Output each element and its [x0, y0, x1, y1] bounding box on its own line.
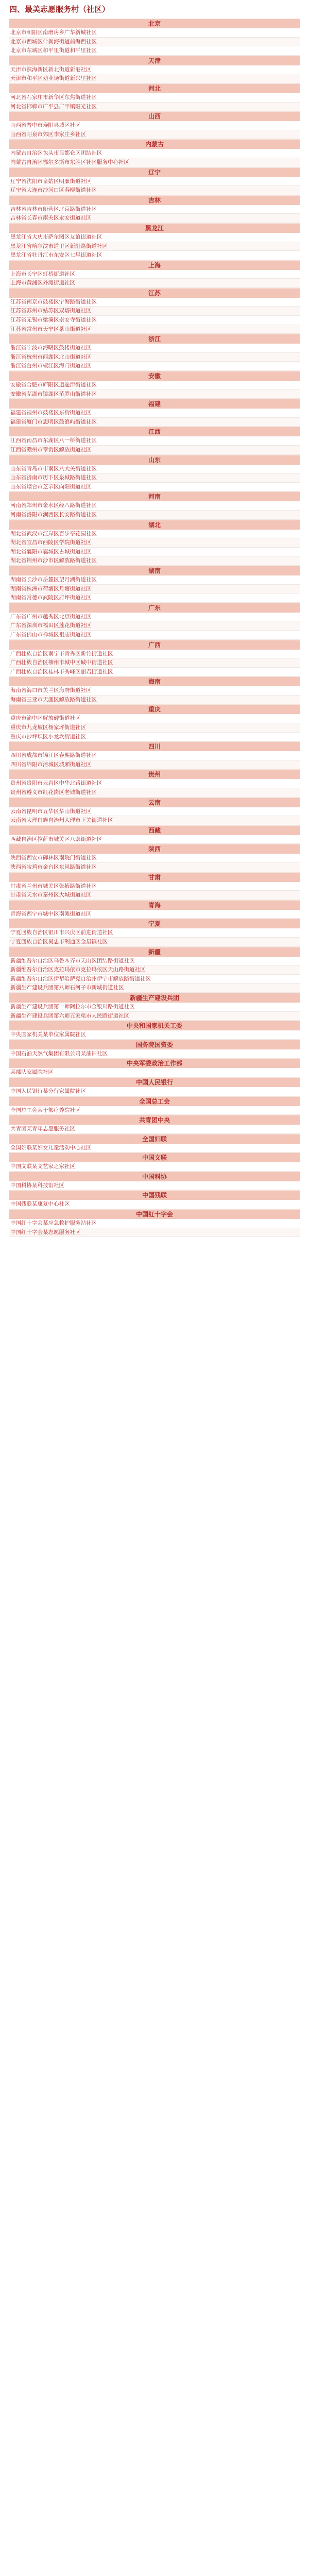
entry-list	[9, 65, 300, 83]
region-section	[9, 993, 300, 1021]
list-item: 四川省成都市锦江区春熙路街道社区	[9, 751, 300, 760]
list-item: 山东省济南市历下区泉城路街道社区	[9, 473, 300, 483]
entry-list	[9, 381, 300, 399]
list-item: 北京市西城区什刹海街道前海西社区	[9, 38, 300, 47]
region-header: 广东	[9, 603, 300, 613]
entry-list	[9, 910, 300, 919]
list-item: 广西壮族自治区柳州市城中区城中街道社区	[9, 658, 300, 668]
list-item: 湖北省宜昌市西陵区学院街道社区	[9, 538, 300, 548]
entry-list	[9, 854, 300, 872]
region-header: 河北	[9, 83, 300, 93]
list-item: 西藏自治区拉萨市城关区八廓街道社区	[9, 835, 300, 844]
entry-list	[9, 344, 300, 371]
region-section	[9, 566, 300, 603]
region-header: 江西	[9, 427, 300, 436]
region-section	[9, 769, 300, 797]
entry-list	[9, 121, 300, 139]
entry-list	[9, 28, 300, 56]
region-section	[9, 1077, 300, 1096]
list-item: 黑龙江省牡丹江市东安区七星街道社区	[9, 251, 300, 260]
region-section	[9, 427, 300, 454]
region-header: 湖南	[9, 566, 300, 575]
region-header: 福建	[9, 399, 300, 409]
page-title: 四、最美志愿服务村（社区）	[9, 5, 110, 14]
list-item: 河南省郑州市金水区经八路街道社区	[9, 501, 300, 511]
region-section	[9, 640, 300, 677]
entry-list	[9, 409, 300, 427]
list-item: 新疆生产建设兵团第六师五家渠市人民路街道社区	[9, 1012, 300, 1021]
region-section	[9, 455, 300, 492]
region-section	[9, 872, 300, 900]
entry-list	[9, 205, 300, 223]
entry-list	[9, 1162, 300, 1172]
list-item: 共青团某青年志愿服务社区	[9, 1125, 300, 1134]
list-item: 云南省昆明市五华区华山街道社区	[9, 807, 300, 817]
entry-list	[9, 465, 300, 492]
list-item: 黑龙江省大庆市萨尔图区友谊街道社区	[9, 233, 300, 242]
list-item: 浙江省台州市椒江区海门街道社区	[9, 362, 300, 371]
region-section	[9, 195, 300, 223]
list-item: 山西省晋中市寿阳县城区社区	[9, 121, 300, 130]
entry-list	[9, 436, 300, 454]
region-header: 山西	[9, 111, 300, 121]
list-item: 湖南省株洲市荷塘区月塘街道社区	[9, 585, 300, 594]
region-header: 中国文联	[9, 1153, 300, 1162]
list-item: 江苏省苏州市姑苏区双塔街道社区	[9, 307, 300, 316]
entry-list	[9, 1144, 300, 1153]
list-item: 广西壮族自治区桂林市秀峰区丽君街道社区	[9, 668, 300, 677]
list-item: 山西省阳泉市郊区李家庄乡社区	[9, 130, 300, 140]
list-item: 新疆维吾尔自治区克拉玛依市克拉玛依区天山路街道社区	[9, 965, 300, 975]
entry-list	[9, 882, 300, 900]
region-section	[9, 371, 300, 399]
list-item: 广东省广州市越秀区北京街道社区	[9, 613, 300, 622]
list-item: 上海市长宁区虹桥街道社区	[9, 270, 300, 279]
entry-list	[9, 835, 300, 844]
region-section	[9, 844, 300, 872]
region-header: 山东	[9, 455, 300, 465]
list-item: 全国妇联某妇女儿童活动中心社区	[9, 1144, 300, 1153]
region-header: 国务院国资委	[9, 1040, 300, 1049]
region-section	[9, 825, 300, 844]
entry-list	[9, 530, 300, 566]
region-section	[9, 19, 300, 56]
list-item: 广东省深圳市福田区莲花街道社区	[9, 621, 300, 631]
region-header: 吉林	[9, 195, 300, 205]
region-section	[9, 603, 300, 640]
region-header: 上海	[9, 260, 300, 270]
list-item: 新疆维吾尔自治区伊犁哈萨克自治州伊宁市解放路街道社区	[9, 975, 300, 984]
entry-list	[9, 1087, 300, 1096]
region-header: 宁夏	[9, 919, 300, 928]
list-item: 甘肃省天水市秦州区大城街道社区	[9, 891, 300, 900]
list-item: 福建省厦门市思明区鼓浪屿街道社区	[9, 418, 300, 427]
region-header: 中国红十字会	[9, 1209, 300, 1219]
region-section	[9, 223, 300, 260]
list-item: 中国科协某科技馆社区	[9, 1181, 300, 1191]
entry-list	[9, 714, 300, 741]
region-header: 共青团中央	[9, 1115, 300, 1125]
region-section	[9, 1209, 300, 1237]
entry-list	[9, 779, 300, 797]
region-section	[9, 1134, 300, 1153]
entry-list	[9, 93, 300, 111]
region-header: 广西	[9, 640, 300, 650]
region-header: 浙江	[9, 334, 300, 344]
region-section	[9, 1115, 300, 1134]
list-item: 广西壮族自治区南宁市青秀区新竹街道社区	[9, 650, 300, 659]
entry-list	[9, 613, 300, 640]
list-item: 新疆生产建设兵团第一师阿拉尔市金银川路街道社区	[9, 1003, 300, 1012]
list-item: 湖南省长沙市岳麓区望月湖街道社区	[9, 575, 300, 585]
region-section	[9, 139, 300, 167]
entry-list	[9, 233, 300, 260]
region-header: 新疆生产建设兵团	[9, 993, 300, 1003]
list-item: 山东省烟台市芝罘区向阳街道社区	[9, 483, 300, 492]
list-item: 内蒙古自治区鄂尔多斯市东胜区社区服务中心社区	[9, 158, 300, 167]
region-section	[9, 1190, 300, 1209]
region-section	[9, 1040, 300, 1059]
entry-list	[9, 177, 300, 195]
list-item: 黑龙江省哈尔滨市道里区新阳路街道社区	[9, 242, 300, 251]
region-section	[9, 334, 300, 371]
region-header: 陕西	[9, 844, 300, 854]
region-header: 中国人民银行	[9, 1077, 300, 1087]
list-item: 上海市黄浦区外滩街道社区	[9, 279, 300, 288]
region-header: 中央军委政治工作部	[9, 1058, 300, 1068]
list-item: 吉林省吉林市船营区北京路街道社区	[9, 205, 300, 214]
region-section	[9, 741, 300, 769]
region-section	[9, 1058, 300, 1077]
entry-list	[9, 928, 300, 946]
entry-list	[9, 1219, 300, 1237]
list-item: 吉林省长春市南关区永安街道社区	[9, 214, 300, 223]
region-header: 天津	[9, 56, 300, 65]
region-header: 青海	[9, 900, 300, 910]
entry-list	[9, 1030, 300, 1040]
entry-list	[9, 1106, 300, 1115]
list-item: 江西省南昌市东湖区八一桥街道社区	[9, 436, 300, 446]
list-item: 浙江省杭州市西湖区北山街道社区	[9, 353, 300, 362]
region-section	[9, 947, 300, 993]
list-item: 天津市滨海新区新北街道新港社区	[9, 65, 300, 75]
list-item: 中央国家机关某单位家属院社区	[9, 1030, 300, 1040]
list-item: 中国文联某文艺家之家社区	[9, 1162, 300, 1172]
entry-list	[9, 270, 300, 288]
region-header: 中央和国家机关工委	[9, 1021, 300, 1030]
list-item: 云南省大理白族自治州大理市下关街道社区	[9, 816, 300, 825]
list-item: 中国石油天然气集团有限公司某油田社区	[9, 1049, 300, 1059]
entry-list	[9, 575, 300, 603]
entry-list	[9, 1068, 300, 1077]
list-item: 北京市朝阳区南磨房乡广华新城社区	[9, 28, 300, 38]
entry-list	[9, 1181, 300, 1191]
entry-list	[9, 1003, 300, 1021]
list-item: 福建省福州市鼓楼区东街街道社区	[9, 409, 300, 418]
region-section	[9, 56, 300, 83]
list-item: 宁夏回族自治区银川市兴庆区前进街道社区	[9, 928, 300, 938]
list-item: 甘肃省兰州市城关区张掖路街道社区	[9, 882, 300, 891]
list-item: 山东省青岛市市南区八大关街道社区	[9, 465, 300, 474]
list-item: 广东省佛山市禅城区祖庙街道社区	[9, 631, 300, 640]
list-item: 浙江省宁波市海曙区鼓楼街道社区	[9, 344, 300, 353]
region-header: 中国科协	[9, 1172, 300, 1181]
region-section	[9, 919, 300, 946]
sections-container	[9, 19, 300, 1237]
list-item: 中国残联某康复中心社区	[9, 1200, 300, 1209]
region-section	[9, 704, 300, 741]
entry-list	[9, 149, 300, 167]
list-item: 陕西省西安市碑林区南院门街道社区	[9, 854, 300, 863]
entry-list	[9, 501, 300, 519]
region-header: 重庆	[9, 704, 300, 714]
list-item: 湖北省襄阳市襄城区古城街道社区	[9, 548, 300, 557]
region-header: 江苏	[9, 288, 300, 298]
list-item: 重庆市九龙坡区杨家坪街道社区	[9, 723, 300, 733]
list-item: 辽宁省大连市沙河口区春柳街道社区	[9, 186, 300, 195]
region-section	[9, 900, 300, 919]
list-item: 天津市和平区劝业场街道新兴里社区	[9, 74, 300, 83]
region-section	[9, 520, 300, 566]
region-section	[9, 1021, 300, 1040]
list-item: 湖北省武汉市江岸区百步亭花园社区	[9, 530, 300, 539]
region-section	[9, 288, 300, 334]
list-item: 河北省石家庄市新华区东焦街道社区	[9, 93, 300, 103]
list-item: 新疆生产建设兵团第八师石河子市新城街道社区	[9, 984, 300, 993]
region-section	[9, 399, 300, 427]
entry-list	[9, 1200, 300, 1209]
region-header: 河南	[9, 492, 300, 501]
list-item: 北京市东城区和平里街道和平里社区	[9, 46, 300, 56]
region-section	[9, 111, 300, 139]
region-header: 中国残联	[9, 1190, 300, 1200]
region-header: 新疆	[9, 947, 300, 957]
region-header: 全国总工会	[9, 1096, 300, 1106]
list-item: 内蒙古自治区包头市昆都仑区团结社区	[9, 149, 300, 158]
region-header: 辽宁	[9, 167, 300, 177]
region-section	[9, 83, 300, 111]
list-item: 辽宁省沈阳市皇姑区明廉街道社区	[9, 177, 300, 187]
region-header: 黑龙江	[9, 223, 300, 233]
region-section	[9, 167, 300, 195]
list-item: 湖南省常德市武陵区府坪街道社区	[9, 594, 300, 603]
entry-list	[9, 686, 300, 704]
list-item: 海南省三亚市天涯区解放路街道社区	[9, 696, 300, 705]
list-item: 中国红十字会某应急救护服务站社区	[9, 1219, 300, 1228]
region-header: 安徽	[9, 371, 300, 381]
region-header: 湖北	[9, 520, 300, 530]
entry-list	[9, 1125, 300, 1134]
list-item: 安徽省芜湖市镜湖区范罗山街道社区	[9, 390, 300, 399]
list-item: 河北省邯郸市广平县广平镇阳光社区	[9, 103, 300, 112]
list-item: 新疆维吾尔自治区乌鲁木齐市天山区团结路街道社区	[9, 957, 300, 966]
list-item: 江西省赣州市章贡区解放街道社区	[9, 446, 300, 455]
region-section	[9, 1096, 300, 1115]
region-section	[9, 1153, 300, 1172]
list-item: 江苏省无锡市梁溪区崇安寺街道社区	[9, 316, 300, 325]
region-section	[9, 1172, 300, 1191]
list-item: 中国人民银行某分行家属院社区	[9, 1087, 300, 1096]
region-header: 全国妇联	[9, 1134, 300, 1144]
page	[0, 0, 309, 1237]
list-item: 青海省西宁市城中区南滩街道社区	[9, 910, 300, 919]
list-item: 重庆市沙坪坝区小龙坎街道社区	[9, 733, 300, 742]
list-item: 江苏省常州市天宁区茶山街道社区	[9, 325, 300, 334]
list-item: 中国红十字会某志愿服务社区	[9, 1228, 300, 1238]
list-item: 某部队家属院社区	[9, 1068, 300, 1077]
entry-list	[9, 751, 300, 769]
region-header: 贵州	[9, 769, 300, 779]
region-section	[9, 798, 300, 825]
region-header: 内蒙古	[9, 139, 300, 149]
entry-list	[9, 807, 300, 825]
list-item: 河南省洛阳市涧西区长安路街道社区	[9, 511, 300, 520]
entry-list	[9, 1049, 300, 1059]
region-header: 四川	[9, 741, 300, 751]
region-header: 西藏	[9, 825, 300, 835]
list-item: 陕西省宝鸡市金台区东风路街道社区	[9, 863, 300, 872]
list-item: 湖北省荆州市沙市区解放路街道社区	[9, 556, 300, 566]
region-section	[9, 676, 300, 704]
list-item: 四川省绵阳市涪城区城厢街道社区	[9, 760, 300, 770]
region-header: 云南	[9, 798, 300, 807]
region-section	[9, 260, 300, 288]
region-header: 海南	[9, 676, 300, 686]
list-item: 贵州省遵义市红花岗区老城街道社区	[9, 788, 300, 798]
entry-list	[9, 957, 300, 993]
list-item: 江苏省南京市鼓楼区宁海路街道社区	[9, 298, 300, 307]
list-item: 贵州省贵阳市云岩区中华北路街道社区	[9, 779, 300, 788]
entry-list	[9, 298, 300, 334]
list-item: 重庆市渝中区解放碑街道社区	[9, 714, 300, 723]
list-item: 宁夏回族自治区吴忠市利通区金星镇社区	[9, 938, 300, 947]
region-header: 甘肃	[9, 872, 300, 882]
list-item: 海南省海口市美兰区海府街道社区	[9, 686, 300, 696]
list-item: 全国总工会某干部疗养院社区	[9, 1106, 300, 1115]
list-item: 安徽省合肥市庐阳区逍遥津街道社区	[9, 381, 300, 390]
region-header: 北京	[9, 19, 300, 28]
region-section	[9, 492, 300, 519]
entry-list	[9, 650, 300, 677]
